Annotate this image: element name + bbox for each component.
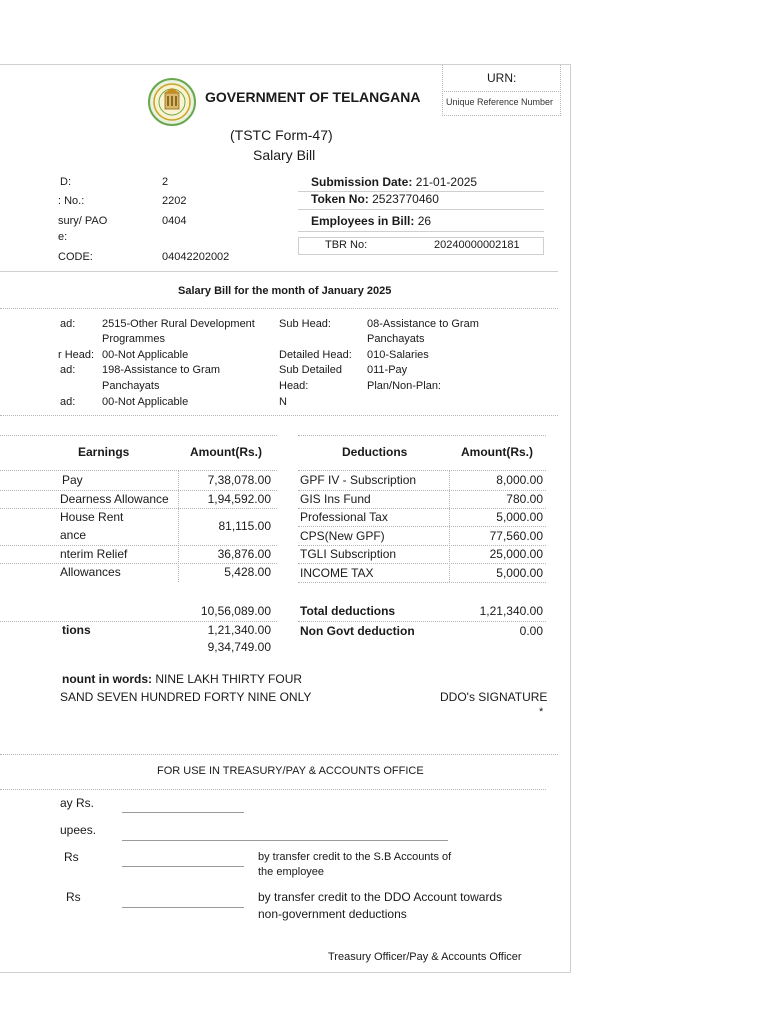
info-value-1: 2 bbox=[162, 176, 169, 188]
treasury-title: FOR USE IN TREASURY/PAY & ACCOUNTS OFFICE bbox=[157, 765, 424, 777]
earnings-deductions-label: tions bbox=[62, 623, 91, 637]
earning-amount-3: 81,115.00 bbox=[218, 519, 271, 533]
head-label-4: ad: bbox=[60, 396, 76, 408]
total-deductions-label: Total deductions bbox=[300, 604, 396, 618]
amount-in-words-line2: SAND SEVEN HUNDRED FORTY NINE ONLY bbox=[60, 690, 312, 704]
head-label-2: r Head: bbox=[58, 349, 95, 361]
employees-in-bill: Employees in Bill: 26 bbox=[311, 214, 432, 228]
info-value-5: 04042202002 bbox=[162, 251, 230, 263]
earning-amount-5: 5,428.00 bbox=[224, 565, 271, 579]
subhead-label-3: Sub Detailed bbox=[279, 364, 342, 376]
earning-name-3b: ance bbox=[60, 528, 87, 542]
telangana-emblem-icon bbox=[148, 78, 196, 126]
submission-date: Submission Date: 21-01-2025 bbox=[311, 175, 478, 189]
earning-name-2: Dearness Allowance bbox=[60, 492, 169, 506]
earnings-deductions: 1,21,340.00 bbox=[207, 623, 271, 637]
deduction-name-1: GPF IV - Subscription bbox=[300, 473, 417, 487]
signature-star: * bbox=[539, 706, 544, 718]
earning-amount-2: 1,94,592.00 bbox=[207, 492, 271, 506]
total-deductions: 1,21,340.00 bbox=[479, 604, 543, 618]
subhead-label-4: N bbox=[279, 396, 287, 408]
subhead-value-1: 08-Assistance to Gram bbox=[367, 318, 479, 330]
pay-rs-field bbox=[122, 812, 244, 813]
deductions-amount-header: Amount(Rs.) bbox=[461, 445, 533, 459]
info-label-5: CODE: bbox=[58, 251, 93, 263]
treasury-officer: Treasury Officer/Pay & Accounts Officer bbox=[328, 951, 522, 963]
info-label-3: sury/ PAO bbox=[58, 215, 108, 227]
earning-name-5: Allowances bbox=[60, 565, 121, 579]
deduction-name-2: GIS Ins Fund bbox=[300, 492, 371, 506]
bill-type: Salary Bill bbox=[253, 147, 316, 163]
amount-in-words: nount in words: NINE LAKH THIRTY FOUR bbox=[62, 672, 303, 686]
rs-text-2: by transfer credit to the DDO Account towards bbox=[258, 890, 503, 904]
deduction-amount-6: 5,000.00 bbox=[496, 566, 543, 580]
earning-name-4: nterim Relief bbox=[60, 547, 128, 561]
tbr-label: TBR No: bbox=[325, 239, 368, 251]
ddo-signature: DDO's SIGNATURE bbox=[440, 690, 548, 704]
earning-amount-4: 36,876.00 bbox=[217, 547, 271, 561]
net-amount: 9,34,749.00 bbox=[207, 640, 271, 654]
rs-field-2 bbox=[122, 907, 244, 908]
salary-bill-form bbox=[0, 64, 571, 973]
head-value-4: 00-Not Applicable bbox=[102, 396, 189, 408]
earnings-amount-header: Amount(Rs.) bbox=[190, 445, 262, 459]
info-label-2: : No.: bbox=[58, 195, 85, 207]
non-govt-deduction-label: Non Govt deduction bbox=[300, 624, 415, 638]
subhead-value-4: Plan/Non-Plan: bbox=[367, 380, 441, 392]
earning-name-3: House Rent bbox=[60, 510, 124, 524]
rs-label-1: Rs bbox=[64, 850, 79, 864]
urn-sublabel: Unique Reference Number bbox=[446, 97, 554, 107]
subhead-label-3b: Head: bbox=[279, 380, 309, 392]
head-value-3: 198-Assistance to Gram bbox=[102, 364, 220, 376]
token-number: Token No: 2523770460 bbox=[311, 192, 439, 206]
rs-text-2b: non-government deductions bbox=[258, 907, 407, 921]
head-label-1: ad: bbox=[60, 318, 76, 330]
info-label-1: D: bbox=[60, 176, 71, 188]
urn-label: URN: bbox=[487, 71, 517, 85]
earnings-header: Earnings bbox=[78, 445, 130, 459]
deduction-amount-2: 780.00 bbox=[506, 492, 543, 506]
subhead-label-1: Sub Head: bbox=[279, 318, 331, 330]
rs-field-1 bbox=[122, 866, 244, 867]
head-value-3b: Panchayats bbox=[102, 380, 160, 392]
head-label-3: ad: bbox=[60, 364, 76, 376]
earning-amount-1: 7,38,078.00 bbox=[207, 473, 271, 487]
bill-month-title: Salary Bill for the month of January 2025 bbox=[178, 285, 392, 297]
deduction-amount-1: 8,000.00 bbox=[496, 473, 543, 487]
subhead-value-1b: Panchayats bbox=[367, 333, 425, 345]
earning-name-1: Pay bbox=[62, 473, 83, 487]
government-title: GOVERNMENT OF TELANGANA bbox=[205, 89, 421, 105]
head-value-1b: Programmes bbox=[102, 333, 165, 345]
deductions-header: Deductions bbox=[342, 445, 408, 459]
info-value-2: 2202 bbox=[162, 195, 187, 207]
info-label-4: e: bbox=[58, 231, 68, 243]
deduction-amount-4: 77,560.00 bbox=[489, 529, 543, 543]
tbr-value: 20240000002181 bbox=[434, 239, 520, 251]
deduction-name-4: CPS(New GPF) bbox=[300, 529, 385, 543]
rs-text-1: by transfer credit to the S.B Accounts of bbox=[258, 851, 452, 863]
head-value-1: 2515-Other Rural Development bbox=[102, 318, 255, 330]
deduction-name-5: TGLI Subscription bbox=[300, 547, 397, 561]
pay-rs-label: ay Rs. bbox=[60, 796, 95, 810]
subhead-label-2: Detailed Head: bbox=[279, 349, 352, 361]
info-value-3: 0404 bbox=[162, 215, 187, 227]
rupees-field bbox=[122, 840, 448, 841]
rs-label-2: Rs bbox=[66, 890, 81, 904]
non-govt-deduction: 0.00 bbox=[519, 624, 543, 638]
form-number: (TSTC Form-47) bbox=[230, 127, 333, 143]
deduction-amount-5: 25,000.00 bbox=[489, 547, 543, 561]
rs-text-1b: the employee bbox=[258, 866, 325, 878]
rupees-label: upees. bbox=[60, 823, 97, 837]
deduction-name-6: INCOME TAX bbox=[300, 566, 374, 580]
deduction-amount-3: 5,000.00 bbox=[496, 510, 543, 524]
earnings-total: 10,56,089.00 bbox=[200, 604, 271, 618]
subhead-value-3: 011-Pay bbox=[367, 364, 408, 376]
head-value-2: 00-Not Applicable bbox=[102, 349, 189, 361]
deduction-name-3: Professional Tax bbox=[300, 510, 388, 524]
subhead-value-2: 010-Salaries bbox=[367, 349, 429, 361]
